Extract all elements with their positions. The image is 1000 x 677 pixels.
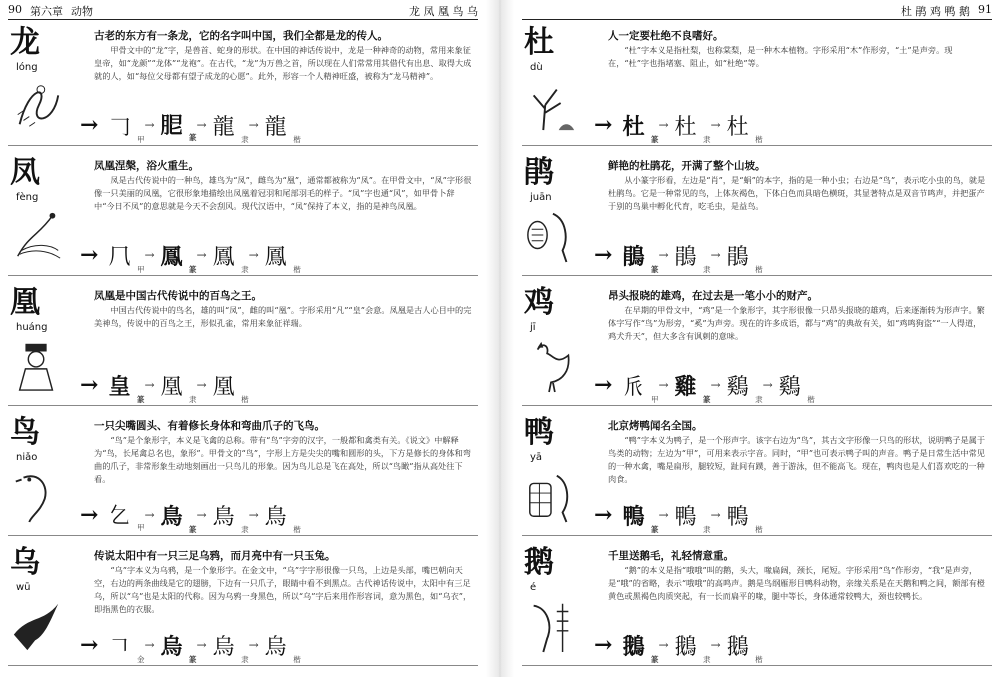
entry-title: 古老的东方有一条龙，它的名字叫中国，我们全都是龙的传人。	[94, 30, 388, 42]
cuckoo-illustration	[524, 206, 578, 264]
arrow-right-icon: →	[594, 632, 613, 658]
pinyin: huáng	[16, 322, 48, 333]
script-form	[212, 370, 249, 404]
script-form	[264, 110, 301, 144]
arrow-right-icon: →	[594, 242, 613, 268]
script-type-label: 隶	[703, 524, 711, 534]
pinyin: yā	[530, 452, 543, 463]
script-evolution	[80, 108, 470, 142]
chapter-title: 动物	[71, 5, 93, 18]
script-type-label: 甲	[136, 522, 145, 532]
script-evolution	[594, 108, 984, 142]
entry-divider	[8, 405, 478, 406]
character-entry	[522, 282, 992, 406]
arrow-right-icon: →	[594, 372, 613, 398]
script-form	[160, 240, 197, 274]
script-type-label: 楷	[755, 264, 763, 274]
arrow-right-icon: →	[196, 248, 207, 262]
entry-divider	[8, 145, 478, 146]
character-entry	[8, 412, 478, 536]
script-type-label: 篆	[189, 524, 197, 534]
script-type-label: 楷	[293, 134, 301, 144]
script-form	[264, 500, 301, 534]
arrow-right-icon: →	[248, 508, 259, 522]
character-entry	[522, 412, 992, 536]
script-glyph: 鳥	[264, 504, 287, 530]
entry-description: 凤是古代传说中的一种鸟，雄鸟为“凤”，雌鸟为“凰”，通常都被称为“凤”。在甲骨文中，“凤”字形很像一只美丽的凤凰，它很形象地描绘出凤凰着冠羽和尾部羽毛的样子。“凤”字也通“风”，如甲骨卜辞中“今日不凤”的意思就是今天不会刮风。现代汉语中，“凤”保持了本义，指的是神鸟凤凰。	[94, 175, 472, 211]
script-type-label: 隶	[703, 264, 711, 274]
entry-description: “乌”字本义为乌鸦，是一个象形字。在金文中，“乌”字字形很像一只鸟，上边是头部，嘴巴朝向天空，右边的两条曲线是它的翅膀，下边有一只爪子，眼睛中看不到黑点。古代神话传说中，太阳中有三足乌，所以“乌”也是太阳的代称。因为乌鸦一身黑色，所以“乌”字后来用作形容词，意为黑色，如“乌衣”，即指黑色的衣服。	[94, 565, 472, 614]
headword-character: 杜	[524, 25, 554, 60]
headword-character: 乌	[10, 545, 40, 580]
entry-title: 千里送鹅毛，礼轻情意重。	[608, 550, 734, 562]
script-form	[212, 500, 249, 534]
script-type-label: 楷	[293, 654, 301, 664]
script-form	[160, 112, 197, 142]
arrow-right-icon: →	[710, 638, 721, 652]
script-type-label: 篆	[136, 394, 145, 404]
page-number: 91	[978, 3, 992, 16]
arrow-right-icon: →	[196, 508, 207, 522]
headword-character: 鸭	[524, 415, 554, 450]
script-glyph: 凰	[212, 374, 235, 400]
script-form	[212, 630, 249, 664]
pinyin: juān	[530, 192, 552, 203]
arrow-right-icon: →	[196, 118, 207, 132]
script-form	[622, 110, 659, 144]
script-form	[160, 630, 197, 664]
script-glyph: 皇	[108, 373, 131, 400]
character-entry	[8, 152, 478, 276]
arrow-right-icon: →	[144, 248, 155, 262]
script-glyph: 鳥	[160, 503, 183, 530]
script-type-label: 隶	[241, 524, 249, 534]
entry-title: 人一定要杜绝不良嗜好。	[608, 30, 724, 42]
entry-divider	[8, 275, 478, 276]
script-type-label: 甲	[136, 134, 145, 144]
arrow-right-icon: →	[658, 378, 669, 392]
headword-character: 鸡	[524, 285, 554, 320]
script-glyph: 烏	[212, 634, 235, 660]
character-entry	[522, 152, 992, 276]
left-page-header	[8, 3, 478, 19]
script-type-label: 篆	[650, 524, 659, 534]
pinyin: é	[530, 582, 537, 593]
script-type-label: 篆	[703, 394, 711, 404]
page-number: 90	[8, 3, 22, 16]
script-type-label: 金	[136, 654, 145, 664]
script-type-label: 篆	[189, 264, 197, 274]
script-type-label: 篆	[650, 654, 659, 664]
arrow-right-icon: →	[658, 638, 669, 652]
script-type-label: 楷	[293, 524, 301, 534]
emperor-illustration	[10, 336, 64, 394]
script-type-label: 甲	[136, 264, 145, 274]
arrow-right-icon: →	[80, 112, 99, 138]
script-evolution	[80, 498, 470, 532]
script-type-label: 篆	[650, 264, 659, 274]
entry-description: “鹅”的本义是指“哦哦”叫的鹅，头大，喙扁阔，颈长，尾短。字形采用“鸟”作形旁，“我”是声旁，是“哦”的省略，表示“哦哦”的高鸣声。鹅是鸟纲雁形目鸭科动物，亲缘关系是在天鹅和鸭之间，额部有橙黄色或黑褐色肉质突起，有一长而扁平的喙，腿中等长，身体通常较鸭大，颈也较鸭长。	[608, 565, 985, 601]
script-form	[674, 630, 711, 664]
character-entry	[8, 542, 478, 666]
entry-divider	[8, 665, 478, 666]
entry-description: 从小篆字形看，左边是“肖”，是“蜎”的本字，指的是一种小虫；右边是“鸟”，表示吃小虫的鸟，就是杜鹃鸟。它是一种常见的鸟，上体灰褐色，下体白色而具暗色横斑，其显著特点是双音节鸣声，并把蛋产于别的鸟巢中孵化代育，吃毛虫，是益鸟。	[608, 175, 986, 211]
entry-description: “鸭”字本义为鸭子，是一个形声字。该字右边为“鸟”，其古文字形像一只鸟的形状，说明鸭子是属于鸟类的动物；左边为“甲”，可用来表示字音。同时，“甲”也可表示鸭子叫的声音。鸭子是日常生活中常见的一种水禽，嘴是扁形，腿较短，趾间有蹼，善于游泳，但不能高飞。现在，鸭肉也是人们喜欢吃的一种肉食。	[608, 435, 986, 484]
entry-divider	[522, 665, 992, 666]
arrow-right-icon: →	[658, 118, 669, 132]
script-type-label: 隶	[189, 394, 197, 404]
phoenix-illustration	[10, 206, 64, 264]
script-glyph: 杜	[622, 113, 645, 140]
script-evolution	[80, 368, 470, 402]
script-type-label: 楷	[241, 394, 249, 404]
headword-character: 鹅	[524, 545, 554, 580]
arrow-right-icon: →	[144, 118, 155, 132]
entry-title: 鲜艳的杜鹃花，开满了整个山坡。	[608, 160, 766, 172]
headword-character: 凤	[10, 155, 40, 190]
script-glyph: 鴨	[726, 504, 749, 530]
script-glyph: 杜	[674, 114, 697, 140]
headword-character: 凰	[10, 285, 40, 320]
script-glyph: 鳳	[264, 244, 287, 270]
script-form	[622, 240, 659, 274]
arrow-right-icon: →	[196, 638, 207, 652]
script-glyph: 鷄	[778, 374, 801, 400]
script-glyph: 鵝	[726, 634, 749, 660]
script-type-label: 楷	[293, 264, 301, 274]
script-glyph: 鴨	[674, 504, 697, 530]
arrow-right-icon: →	[710, 248, 721, 262]
script-form	[264, 240, 301, 274]
script-glyph: 𠘨	[108, 244, 131, 270]
entry-divider	[522, 145, 992, 146]
script-glyph: 鵑	[674, 244, 697, 270]
headword-character: 鸟	[10, 415, 40, 450]
arrow-right-icon: →	[658, 508, 669, 522]
script-form	[160, 500, 197, 534]
entry-title: 传说太阳中有一只三足乌鸦，而月亮中有一只玉兔。	[94, 550, 336, 562]
arrow-right-icon: →	[80, 242, 99, 268]
script-form	[108, 370, 145, 404]
script-form	[108, 630, 145, 664]
entry-description: 中国古代传说中的鸟名，雄的叫“凤”，雌的叫“凰”。字形采用“凡”“皇”会意。凤凰是古人心目中的完美神鸟，传说中的百鸟之王，形似孔雀，常用来象征祥瑞。	[94, 305, 472, 328]
script-evolution	[594, 368, 984, 402]
script-evolution	[594, 238, 984, 272]
script-form	[726, 240, 763, 274]
entry-description: “杜”字本义是指杜梨，也称棠梨，是一种木本植物。字形采用“木”作形旁，“土”是声旁。现在，“杜”字也指堵塞、阻止，如“杜绝”等。	[608, 45, 953, 68]
goose-illustration	[524, 596, 578, 654]
script-type-label: 隶	[703, 654, 711, 664]
script-form	[108, 110, 145, 144]
entry-title: 北京烤鸭闻名全国。	[608, 420, 703, 432]
script-glyph: 鵝	[674, 634, 697, 660]
script-glyph: 𦚢	[160, 112, 183, 139]
right-page-header	[522, 3, 992, 19]
headword-character: 龙	[10, 25, 40, 60]
script-type-label: 楷	[755, 654, 763, 664]
crow-illustration	[10, 596, 64, 654]
script-form	[726, 110, 763, 144]
dragon-illustration	[10, 76, 64, 134]
script-type-label: 楷	[755, 134, 763, 144]
script-form	[108, 240, 145, 274]
duck-illustration	[524, 466, 578, 524]
script-glyph: 鵑	[726, 244, 749, 270]
script-type-label: 隶	[241, 134, 249, 144]
pinyin: jī	[530, 322, 536, 333]
arrow-right-icon: →	[144, 638, 155, 652]
script-glyph: 凰	[160, 374, 183, 400]
character-entry	[522, 22, 992, 146]
script-form	[622, 370, 659, 404]
script-glyph: 鳥	[212, 504, 235, 530]
script-form	[778, 370, 815, 404]
script-evolution	[80, 238, 470, 272]
running-title: 龙 凤 凰 鸟 乌	[409, 5, 478, 18]
script-glyph: 烏	[264, 634, 287, 660]
script-form	[212, 110, 249, 144]
entry-divider	[522, 275, 992, 276]
entry-description: 在早期的甲骨文中，“鸡”是一个象形字，其字形很像一只昂头报晓的雄鸡，后来逐渐转为形声字。繁体字写作“鸟”为形旁，“奚”为声旁。现在的许多成语，都与“鸡”的典故有关，如“鸡鸣狗盗”“一人得道，鸡犬升天”，但大多含有讽刺的意味。	[608, 305, 985, 341]
arrow-right-icon: →	[658, 248, 669, 262]
rooster-illustration	[524, 336, 578, 394]
script-type-label: 楷	[755, 524, 763, 534]
script-type-label: 隶	[241, 264, 249, 274]
script-glyph: 鵝	[622, 633, 645, 660]
script-form	[674, 370, 711, 404]
arrow-right-icon: →	[710, 508, 721, 522]
chapter-label: 第六章	[30, 5, 63, 18]
pinyin: dù	[530, 62, 543, 73]
script-glyph: 𠃉	[108, 503, 131, 529]
character-entry	[8, 282, 478, 406]
pinyin: fèng	[16, 192, 39, 203]
script-form	[160, 370, 197, 404]
script-type-label: 篆	[650, 134, 659, 144]
script-glyph: 烏	[160, 633, 183, 660]
entry-divider	[522, 535, 992, 536]
script-glyph: 龍	[264, 114, 287, 140]
arrow-right-icon: →	[144, 508, 155, 522]
character-entry	[522, 542, 992, 666]
arrow-right-icon: →	[594, 112, 613, 138]
script-form	[108, 502, 145, 532]
tree-illustration	[524, 76, 578, 134]
headword-character: 鹃	[524, 155, 554, 190]
script-glyph: 𠃌	[108, 114, 131, 140]
script-form	[674, 110, 711, 144]
script-type-label: 隶	[755, 394, 763, 404]
entry-title: 凤凰涅槃，浴火重生。	[94, 160, 199, 172]
script-type-label: 楷	[807, 394, 815, 404]
arrow-right-icon: →	[144, 378, 155, 392]
arrow-right-icon: →	[710, 118, 721, 132]
arrow-right-icon: →	[80, 502, 99, 528]
script-evolution	[80, 628, 470, 662]
arrow-right-icon: →	[80, 632, 99, 658]
script-glyph: 鳳	[160, 243, 183, 270]
script-type-label: 隶	[703, 134, 711, 144]
script-glyph: 鵑	[622, 243, 645, 270]
script-glyph: 杜	[726, 114, 749, 140]
arrow-right-icon: →	[594, 502, 613, 528]
script-form	[264, 630, 301, 664]
script-type-label: 甲	[650, 394, 659, 404]
script-form	[212, 240, 249, 274]
entry-title: 凤凰是中国古代传说中的百鸟之王。	[94, 290, 262, 302]
script-type-label: 隶	[241, 654, 249, 664]
left-page	[0, 0, 486, 677]
script-evolution	[594, 498, 984, 532]
script-glyph: 𠃍	[108, 634, 131, 660]
header-rule	[522, 19, 992, 20]
arrow-right-icon: →	[80, 372, 99, 398]
arrow-right-icon: →	[196, 378, 207, 392]
script-form	[674, 240, 711, 274]
script-form	[726, 630, 763, 664]
script-glyph: 𠂢	[622, 374, 645, 400]
pinyin: niǎo	[16, 452, 38, 463]
arrow-right-icon: →	[248, 638, 259, 652]
arrow-right-icon: →	[710, 378, 721, 392]
pinyin: wū	[16, 582, 31, 593]
entry-description: “鸟”是个象形字，本义是飞禽的总称。带有“鸟”字旁的汉字，一般都和禽类有关。《说文》中解释为“鸟，长尾禽总名也，象形”。甲骨文的“鸟”，字形上方是尖尖的嘴和圆形的头，下方是修长的身体和弯曲的爪子，非常形象生动地刻画出一只鸟儿的形象。因为鸟儿总是飞在高处，所以“鸟瞰”指从高处往下看。	[94, 435, 471, 484]
running-title: 杜 鹃 鸡 鸭 鹅	[901, 5, 970, 18]
arrow-right-icon: →	[248, 118, 259, 132]
script-glyph: 鳳	[212, 244, 235, 270]
script-type-label: 篆	[189, 654, 197, 664]
script-glyph: 鷄	[726, 374, 749, 400]
header-rule	[8, 19, 478, 20]
arrow-right-icon: →	[762, 378, 773, 392]
script-form	[674, 500, 711, 534]
script-form	[622, 500, 659, 534]
entry-description: 甲骨文中的“龙”字，是兽首、蛇身的形状。在中国的神话传说中，龙是一种神奇的动物，常用来象征皇帝，如“龙颜”“龙体”“龙袍”。在古代，“龙”为万兽之首，所以现在人们常常用其借代有出息、取得大成就的人，如“每位父母都有望子成龙的心愿”。此外，形容一个人精神旺盛，被称为“龙马精神”。	[94, 45, 472, 81]
entry-divider	[8, 535, 478, 536]
entry-title: 一只尖嘴圆头、有着修长身体和弯曲爪子的飞鸟。	[94, 420, 325, 432]
script-glyph: 鴨	[622, 503, 645, 530]
arrow-right-icon: →	[248, 248, 259, 262]
character-entry	[8, 22, 478, 146]
entry-title: 昂头报晓的雄鸡，在过去是一笔小小的财产。	[608, 290, 818, 302]
book-gutter	[486, 0, 514, 677]
script-form	[622, 630, 659, 664]
pinyin: lóng	[16, 62, 38, 73]
bird-illustration	[10, 466, 64, 524]
script-form	[726, 500, 763, 534]
entry-divider	[522, 405, 992, 406]
script-glyph: 龍	[212, 114, 235, 140]
script-type-label: 篆	[189, 132, 197, 142]
script-evolution	[594, 628, 984, 662]
script-glyph: 雞	[674, 373, 697, 400]
script-form	[726, 370, 763, 404]
right-page	[514, 0, 1000, 677]
